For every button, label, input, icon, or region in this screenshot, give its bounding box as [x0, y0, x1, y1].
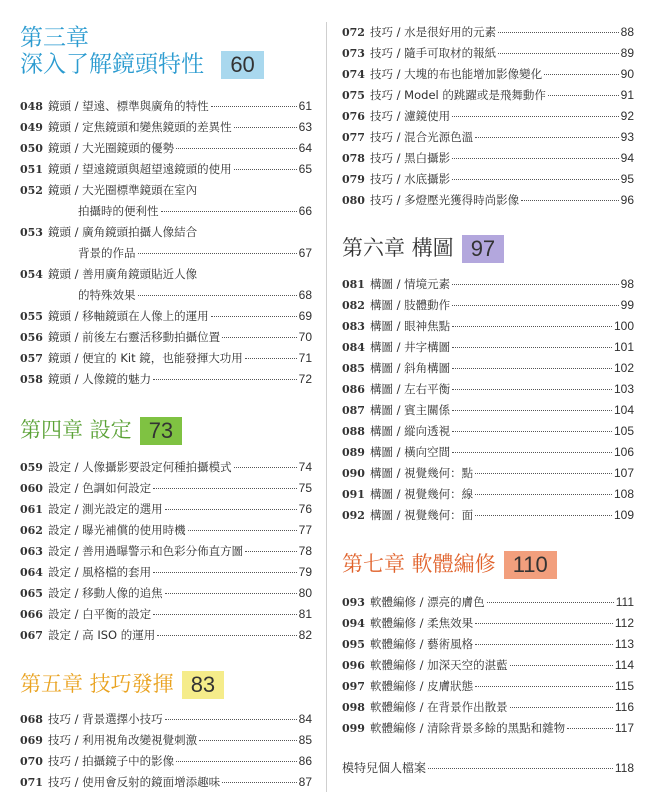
leader-dots: [452, 178, 618, 180]
leader-dots: [188, 529, 297, 531]
entry-page: 100: [613, 319, 634, 333]
chapter3-entries: [20, 96, 312, 390]
leader-dots: [475, 622, 613, 624]
leader-dots: [452, 451, 612, 453]
leader-dots: [487, 601, 614, 603]
leader-dots: [452, 283, 618, 285]
toc-entry-048[interactable]: [20, 96, 312, 117]
toc-entry-063[interactable]: [20, 541, 312, 562]
entry-page: 104: [613, 403, 634, 417]
entry-title: 技巧 / 拍攝鏡子中的影像: [48, 754, 175, 768]
entry-page: 116: [614, 700, 634, 714]
entry-number: 097: [342, 680, 365, 693]
entry-title: 構圖 / 賓主關係: [370, 403, 451, 417]
entry-page: 95: [620, 172, 634, 186]
leader-dots: [165, 592, 297, 594]
entry-number: 054: [20, 268, 43, 281]
toc-entry-085[interactable]: [342, 358, 634, 379]
leader-dots: [245, 550, 296, 552]
entry-number: 075: [342, 89, 365, 102]
toc-entry-093[interactable]: [342, 592, 634, 613]
toc-entry-065[interactable]: [20, 583, 312, 604]
leader-dots: [153, 613, 296, 615]
toc-entry-091[interactable]: [342, 484, 634, 505]
leader-dots: [498, 31, 618, 33]
entry-page: 70: [298, 330, 312, 344]
entry-page: 92: [620, 109, 634, 123]
entry-number: 059: [20, 461, 43, 474]
entry-title: 鏡頭 / 大光圈標準鏡頭在室內: [48, 183, 198, 197]
entry-title: 設定 / 風格檔的套用: [48, 565, 152, 579]
entry-title: 軟體編修 / 柔焦效果: [370, 616, 474, 630]
entry-title: 技巧 / 混合光源色溫: [370, 130, 474, 144]
entry-number: 057: [20, 352, 43, 365]
entry-title: 構圖 / 視覺幾何：線: [370, 487, 474, 501]
chapter3-title-line1: 第三章: [20, 25, 89, 51]
entry-title: 設定 / 人像攝影要設定何種拍攝模式: [48, 460, 232, 474]
entry-page: 68: [298, 288, 312, 302]
leader-dots: [211, 105, 297, 107]
leader-dots: [245, 357, 297, 359]
entry-title: 鏡頭 / 大光圈鏡頭的優勢: [48, 141, 175, 155]
entry-page: 115: [614, 679, 634, 693]
toc-entry-089[interactable]: [342, 442, 634, 463]
chapter7-page-badge: 110: [504, 551, 557, 579]
chapter6-title: 第六章 構圖: [342, 236, 454, 260]
leader-dots: [475, 514, 612, 516]
chapter4-page-badge: 73: [140, 417, 182, 445]
chapter6-page-badge: 97: [462, 235, 504, 263]
entry-title: 設定 / 測光設定的選用: [48, 502, 163, 516]
entry-number: 063: [20, 545, 43, 558]
leader-dots: [138, 294, 297, 296]
entry-page: 101: [613, 340, 634, 354]
entry-title: 構圖 / 情境元素: [370, 277, 451, 291]
entry-number: 070: [20, 755, 43, 768]
entry-title: 技巧 / 多燈壓光獲得時尚影像: [370, 193, 520, 207]
entry-page: 84: [298, 712, 312, 726]
entry-title: 技巧 / 濾鏡使用: [370, 109, 451, 123]
chapter5-page-badge: 83: [182, 671, 224, 699]
toc-entry-074[interactable]: [342, 64, 634, 85]
models-profile-entry[interactable]: [342, 759, 634, 776]
entry-title: 技巧 / 背景選擇小技巧: [48, 712, 163, 726]
entry-title: 鏡頭 / 定焦鏡頭和變焦鏡頭的差異性: [48, 120, 232, 134]
entry-number: 058: [20, 373, 43, 386]
leader-dots: [452, 367, 612, 369]
chapter5-title: 第五章 技巧發揮: [20, 672, 174, 696]
toc-entry-071[interactable]: [20, 772, 312, 793]
entry-title: 軟體編修 / 加深天空的湛藍: [370, 658, 508, 672]
entry-number: 091: [342, 488, 365, 501]
toc-entry-058[interactable]: [20, 369, 312, 390]
leader-dots: [222, 336, 296, 338]
entry-page: 103: [613, 382, 634, 396]
entry-title: 鏡頭 / 移軸鏡頭在人像上的運用: [48, 309, 209, 323]
entry-number: 081: [342, 278, 365, 291]
toc-entry-081[interactable]: [342, 274, 634, 295]
toc-entry-051[interactable]: [20, 159, 312, 180]
entry-title: 構圖 / 縱向透視: [370, 424, 451, 438]
entry-number: 061: [20, 503, 43, 516]
leader-dots: [510, 706, 613, 708]
entry-number: 088: [342, 425, 365, 438]
entry-page: 94: [620, 151, 634, 165]
entry-number: 093: [342, 596, 365, 609]
entry-page: 64: [298, 141, 312, 155]
toc-entry-078[interactable]: [342, 148, 634, 169]
chapter6-entries: [342, 274, 634, 526]
entry-number: 079: [342, 173, 365, 186]
entry-number: 068: [20, 713, 43, 726]
entry-title: 設定 / 移動人像的追焦: [48, 586, 163, 600]
leader-dots: [452, 115, 618, 117]
entry-title: 設定 / 高 ISO 的運用: [48, 628, 156, 642]
entry-page: 111: [615, 595, 634, 609]
entry-page: 109: [613, 508, 634, 522]
toc-entry-059[interactable]: [20, 457, 312, 478]
toc-entry-077[interactable]: [342, 127, 634, 148]
entry-number: 082: [342, 299, 365, 312]
models-profile-page: 118: [614, 761, 634, 775]
toc-entry-075[interactable]: [342, 85, 634, 106]
toc-entry-062[interactable]: [20, 520, 312, 541]
entry-title: 構圖 / 井字構圖: [370, 340, 451, 354]
chapter3-heading[interactable]: [20, 25, 264, 79]
entry-number: 074: [342, 68, 365, 81]
entry-number: 072: [342, 26, 365, 39]
leader-dots: [234, 126, 297, 128]
entry-number: 073: [342, 47, 365, 60]
entry-page: 69: [298, 309, 312, 323]
entry-page: 80: [298, 586, 312, 600]
entry-page: 87: [298, 775, 312, 789]
entry-number: 060: [20, 482, 43, 495]
entry-title-continued: 背景的作品: [78, 246, 136, 260]
entry-title: 軟體編修 / 皮膚狀態: [370, 679, 474, 693]
entry-number: 065: [20, 587, 43, 600]
entry-number: 062: [20, 524, 43, 537]
entry-title: 鏡頭 / 望遠、標準與廣角的特性: [48, 99, 209, 113]
entry-title: 軟體編修 / 漂亮的膚色: [370, 595, 485, 609]
leader-dots: [222, 781, 296, 783]
entry-page: 98: [620, 277, 634, 291]
toc-entry-096[interactable]: [342, 655, 634, 676]
entry-title: 技巧 / 黑白攝影: [370, 151, 451, 165]
entry-title: 技巧 / 水底攝影: [370, 172, 451, 186]
chapter7-title: 第七章 軟體編修: [342, 552, 496, 576]
entry-number: 090: [342, 467, 365, 480]
leader-dots: [452, 304, 618, 306]
toc-entry-069[interactable]: [20, 730, 312, 751]
toc-entry-057[interactable]: [20, 348, 312, 369]
entry-title: 設定 / 曝光補償的使用時機: [48, 523, 186, 537]
leader-dots: [475, 136, 618, 138]
entry-page: 108: [613, 487, 634, 501]
entry-number: 076: [342, 110, 365, 123]
chapter3-title-line2: 深入了解鏡頭特性: [20, 51, 204, 78]
entry-title: 鏡頭 / 廣角鏡頭拍攝人像結合: [48, 225, 198, 239]
entry-title: 設定 / 色調如何設定: [48, 481, 152, 495]
entry-title: 技巧 / 大塊的布也能增加影像變化: [370, 67, 543, 81]
toc-entry-086[interactable]: [342, 379, 634, 400]
toc-entry-097[interactable]: [342, 676, 634, 697]
toc-entry-068[interactable]: [20, 709, 312, 730]
leader-dots: [234, 466, 297, 468]
entry-page: 91: [620, 88, 634, 102]
entry-page: 76: [298, 502, 312, 516]
entry-page: 74: [298, 460, 312, 474]
leader-dots: [428, 767, 613, 769]
entry-title: 技巧 / 利用視角改變視覺刺激: [48, 733, 198, 747]
entry-number: 050: [20, 142, 43, 155]
entry-number: 086: [342, 383, 365, 396]
chapter7-heading[interactable]: [342, 550, 557, 579]
entry-number: 094: [342, 617, 365, 630]
entry-page: 86: [298, 754, 312, 768]
entry-page: 106: [613, 445, 634, 459]
entry-title: 技巧 / 隨手可取材的報紙: [370, 46, 497, 60]
leader-dots: [211, 315, 297, 317]
entry-page: 77: [298, 523, 312, 537]
entry-title: 設定 / 白平衡的設定: [48, 607, 152, 621]
toc-entry-094[interactable]: [342, 613, 634, 634]
entry-page: 81: [298, 607, 312, 621]
entry-number: 098: [342, 701, 365, 714]
column-divider: [326, 22, 327, 792]
leader-dots: [153, 378, 296, 380]
leader-dots: [199, 739, 296, 741]
toc-entry-055[interactable]: [20, 306, 312, 327]
entry-title: 軟體編修 / 藝術風格: [370, 637, 474, 651]
toc-entry-070[interactable]: [20, 751, 312, 772]
toc-entry-064[interactable]: [20, 562, 312, 583]
entry-title: 鏡頭 / 人像鏡的魅力: [48, 372, 152, 386]
leader-dots: [544, 73, 618, 75]
toc-entry-061[interactable]: [20, 499, 312, 520]
entry-page: 67: [298, 246, 312, 260]
toc-entry-082[interactable]: [342, 295, 634, 316]
chapter4-entries: [20, 457, 312, 646]
chapter4-title: 第四章 設定: [20, 418, 132, 442]
entry-number: 078: [342, 152, 365, 165]
entry-title: 構圖 / 橫向空間: [370, 445, 451, 459]
entry-page: 66: [298, 204, 312, 218]
toc-entry-060[interactable]: [20, 478, 312, 499]
leader-dots: [521, 199, 618, 201]
leader-dots: [567, 727, 613, 729]
toc-entry-079[interactable]: [342, 169, 634, 190]
toc-entry-066[interactable]: [20, 604, 312, 625]
toc-entry-050[interactable]: [20, 138, 312, 159]
entry-title: 軟體編修 / 清除背景多餘的黑點和雜物: [370, 721, 566, 735]
entry-page: 99: [620, 298, 634, 312]
leader-dots: [510, 664, 613, 666]
entry-page: 65: [298, 162, 312, 176]
entry-title: 軟體編修 / 在背景作出散景: [370, 700, 508, 714]
toc-entry-080[interactable]: [342, 190, 634, 211]
entry-number: 096: [342, 659, 365, 672]
entry-page: 102: [613, 361, 634, 375]
entry-title: 技巧 / Model 的跳躍或是飛舞動作: [370, 88, 546, 102]
leader-dots: [475, 493, 612, 495]
entry-title: 技巧 / 使用會反射的鏡面增添趣味: [48, 775, 221, 789]
toc-entry-056[interactable]: [20, 327, 312, 348]
toc-entry-053[interactable]: [20, 222, 312, 264]
entry-page: 82: [298, 628, 312, 642]
models-profile-label: 模特兒個人檔案: [342, 761, 427, 775]
entry-number: 051: [20, 163, 43, 176]
entry-number: 085: [342, 362, 365, 375]
entry-number: 056: [20, 331, 43, 344]
entry-number: 048: [20, 100, 43, 113]
entry-title: 構圖 / 視覺幾何：面: [370, 508, 474, 522]
toc-entry-087[interactable]: [342, 400, 634, 421]
toc-entry-067[interactable]: [20, 625, 312, 646]
entry-page: 75: [298, 481, 312, 495]
chapter7-entries: [342, 592, 634, 739]
toc-entry-095[interactable]: [342, 634, 634, 655]
entry-number: 049: [20, 121, 43, 134]
entry-number: 099: [342, 722, 365, 735]
entry-page: 114: [614, 658, 634, 672]
entry-page: 90: [620, 67, 634, 81]
leader-dots: [157, 634, 296, 636]
entry-title: 設定 / 善用過曝警示和色彩分佈直方圖: [48, 544, 244, 558]
leader-dots: [176, 760, 296, 762]
entry-number: 095: [342, 638, 365, 651]
entry-page: 78: [298, 544, 312, 558]
toc-entry-098[interactable]: [342, 697, 634, 718]
entry-page: 117: [614, 721, 634, 735]
entry-title: 鏡頭 / 望遠鏡頭與超望遠鏡頭的使用: [48, 162, 232, 176]
entry-page: 89: [620, 46, 634, 60]
entry-number: 092: [342, 509, 365, 522]
entry-title: 鏡頭 / 便宜的 Kit 鏡，也能發揮大功用: [48, 351, 243, 365]
toc-entry-049[interactable]: [20, 117, 312, 138]
leader-dots: [548, 94, 619, 96]
entry-title-continued: 拍攝時的便利性: [78, 204, 159, 218]
entry-number: 066: [20, 608, 43, 621]
entry-number: 084: [342, 341, 365, 354]
entry-page: 96: [620, 193, 634, 207]
entry-page: 79: [298, 565, 312, 579]
entry-number: 083: [342, 320, 365, 333]
leader-dots: [165, 508, 297, 510]
leader-dots: [452, 346, 612, 348]
toc-entry-090[interactable]: [342, 463, 634, 484]
entry-page: 113: [614, 637, 634, 651]
toc-entry-099[interactable]: [342, 718, 634, 739]
entry-page: 88: [620, 25, 634, 39]
chapter5-entries-right: [342, 22, 634, 211]
entry-page: 107: [613, 466, 634, 480]
leader-dots: [165, 718, 297, 720]
entry-number: 087: [342, 404, 365, 417]
toc-entry-084[interactable]: [342, 337, 634, 358]
leader-dots: [452, 409, 612, 411]
entry-title: 技巧 / 水是很好用的元素: [370, 25, 497, 39]
entry-title-continued: 的特殊效果: [78, 288, 136, 302]
entry-title: 構圖 / 斜角構圖: [370, 361, 451, 375]
toc-entry-072[interactable]: [342, 22, 634, 43]
entry-title: 構圖 / 視覺幾何：點: [370, 466, 474, 480]
entry-number: 067: [20, 629, 43, 642]
entry-title: 構圖 / 左右平衡: [370, 382, 451, 396]
leader-dots: [452, 388, 612, 390]
entry-number: 069: [20, 734, 43, 747]
chapter6-heading[interactable]: [342, 234, 504, 263]
entry-number: 055: [20, 310, 43, 323]
toc-entry-054[interactable]: [20, 264, 312, 306]
chapter4-heading[interactable]: [20, 416, 182, 445]
toc-entry-092[interactable]: [342, 505, 634, 526]
toc-entry-083[interactable]: [342, 316, 634, 337]
entry-number: 080: [342, 194, 365, 207]
leader-dots: [475, 643, 613, 645]
entry-number: 089: [342, 446, 365, 459]
leader-dots: [161, 210, 297, 212]
leader-dots: [475, 472, 612, 474]
entry-title: 鏡頭 / 前後左右靈活移動拍攝位置: [48, 330, 221, 344]
leader-dots: [475, 685, 613, 687]
entry-title: 構圖 / 眼神焦點: [370, 319, 451, 333]
chapter5-heading[interactable]: [20, 670, 224, 699]
entry-number: 071: [20, 776, 43, 789]
chapter3-page-badge: 60: [221, 51, 263, 79]
entry-number: 052: [20, 184, 43, 197]
entry-page: 105: [613, 424, 634, 438]
leader-dots: [176, 147, 296, 149]
toc-entry-088[interactable]: [342, 421, 634, 442]
entry-page: 93: [620, 130, 634, 144]
leader-dots: [153, 487, 296, 489]
leader-dots: [498, 52, 618, 54]
entry-page: 63: [298, 120, 312, 134]
entry-title: 鏡頭 / 善用廣角鏡頭貼近人像: [48, 267, 198, 281]
entry-page: 61: [298, 99, 312, 113]
leader-dots: [138, 252, 297, 254]
entry-page: 71: [298, 351, 312, 365]
entry-number: 053: [20, 226, 43, 239]
toc-entry-073[interactable]: [342, 43, 634, 64]
toc-entry-076[interactable]: [342, 106, 634, 127]
entry-page: 112: [614, 616, 634, 630]
chapter5-entries-left: [20, 709, 312, 793]
leader-dots: [234, 168, 297, 170]
leader-dots: [153, 571, 296, 573]
leader-dots: [452, 157, 618, 159]
leader-dots: [452, 325, 612, 327]
entry-page: 85: [298, 733, 312, 747]
entry-title: 構圖 / 肢體動作: [370, 298, 451, 312]
entry-number: 077: [342, 131, 365, 144]
toc-entry-052[interactable]: [20, 180, 312, 222]
leader-dots: [452, 430, 612, 432]
entry-page: 72: [298, 372, 312, 386]
entry-number: 064: [20, 566, 43, 579]
